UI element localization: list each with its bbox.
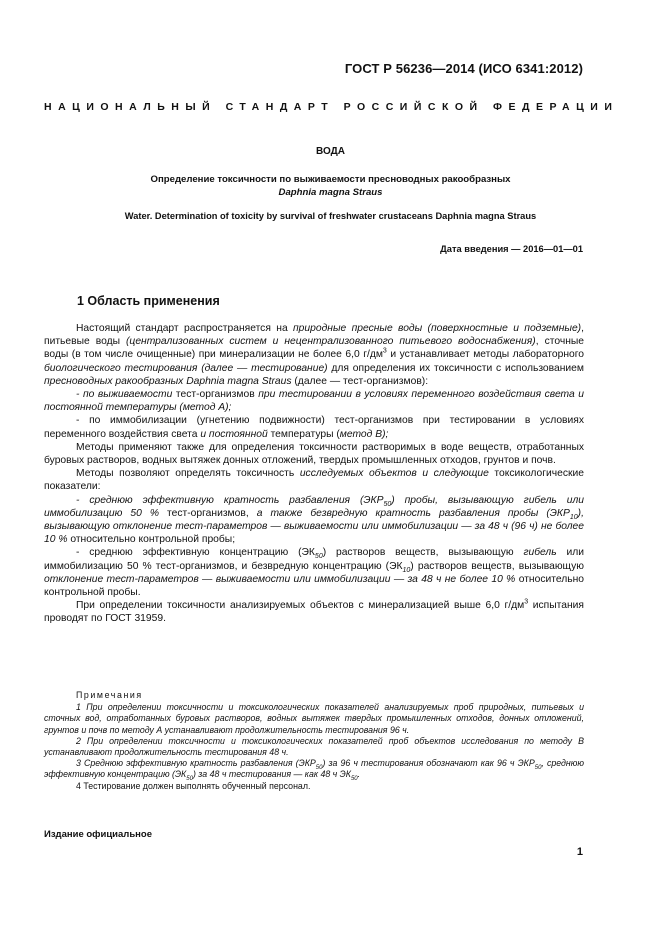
- list-item-ekr: - среднюю эффективную кратность разбавления $(ЭКР_{50})$ пробы, вызывающую гибель или иммобилизацию 50 % тест-организмов, а также безвредную кратность разбавления пробы $(ЭКР_{10})$, вызывающую отклонение тест-параметров — выживаемости или иммобилизации — за 48 ч (96 ч) не более 10 % относительно контрольной пробы;: [44, 494, 585, 546]
- russian-title: [0, 173, 661, 199]
- note-3: 3 Среднюю эффективную кратность разбавления $(ЭКР_{50})$ за 96 ч тестирования обозначают как 96 ч $ЭКР_{50}$, среднюю эффективную концентрацию $(ЭК_{50})$ за 48 ч тестирования — как 48 ч $ЭК_{50}$.: [44, 758, 584, 783]
- list-item-method-b: - по иммобилизации (угнетению подвижности) тест-организмов при тестировании в условиях переменного воздействия света и постоянной температуры (метод В);: [44, 415, 584, 440]
- paragraph-methods-applied: Методы применяют также для определения токсичности растворимых в воде веществ, отработанных буровых растворов, водных вытяжек донных отложений, твердых промышленных отходов, грунтов и почв.: [44, 441, 584, 467]
- paragraph-scope: Настоящий стандарт распространяется на природные пресные воды (поверхностные и подземные), питьевые воды (централизованных систем и нецентрализованного питьевого водоснабжения), сточные воды (в том числе очищенные) при минерализации не более 6,0 $г/дм^3$ и устанавливает методы лабораторного биологического тестирования (далее — тестирование) для определения их токсичности с использованием пресноводных ракообразных Daphnia magna Straus (далее — тест-организмов):: [44, 323, 585, 387]
- section-body: [44, 322, 584, 626]
- notes-block: [44, 690, 584, 792]
- national-standard-title: НАЦИОНАЛЬНЫЙ СТАНДАРТ РОССИЙСКОЙ ФЕДЕРАЦИИ: [44, 101, 619, 113]
- notes-heading: Примечания: [76, 690, 143, 700]
- note-4: 4 Тестирование должен выполнять обученный персонал.: [76, 780, 311, 791]
- english-title: Water. Determination of toxicity by survival of freshwater crustaceans Daphnia magna Straus: [124, 211, 537, 221]
- russian-title-line1: Определение токсичности по выживаемости пресноводных ракообразных: [150, 174, 511, 185]
- note-2: 2 При определении токсичности и токсикологических показателей проб объектов исследования по методу В устанавливают продолжительность тестирования 48 ч.: [44, 735, 584, 758]
- section-heading: 1 Область применения: [77, 294, 220, 308]
- page-number: 1: [576, 846, 583, 858]
- paragraph-mineralization: При определении токсичности анализируемых объектов с минерализацией выше 6,0 $г/дм^3$ испытания проводят по ГОСТ 31959.: [44, 598, 584, 625]
- official-edition-label: Издание официальное: [44, 829, 152, 840]
- list-item-ek: - среднюю эффективную концентрацию $(ЭК_{50})$ растворов веществ, вызывающую гибель или иммобилизацию 50 % тест-организмов, и безвредную концентрацию $(ЭК_{10})$ растворов веществ, вызывающую отклонение тест-параметров — выживаемости или иммобилизации — за 48 ч не более 10 % относительно контрольной пробы.: [44, 547, 585, 599]
- introduction-date: Дата введения — 2016—01—01: [440, 244, 583, 254]
- standard-number: ГОСТ Р 56236—2014 (ИСО 6341:2012): [344, 61, 583, 76]
- note-1: 1 При определении токсичности и токсикологических показателей анализируемых проб природных, питьевых и сточных вод, отработанных буровых растворов, водных вытяжек твердых промышленных отходов, донных отложений, грунтов и почв по методу А устанавливают продолжительность тестирования 96 ч.: [44, 702, 584, 735]
- russian-title-line2: Daphnia magna Straus: [278, 187, 383, 198]
- paragraph-methods-allow: Методы позволяют определять токсичность исследуемых объектов и следующие токсикологические показатели:: [44, 468, 584, 493]
- list-item-method-a: - по выживаемости тест-организмов при тестировании в условиях переменного воздействия света и постоянной температуры (метод А);: [44, 389, 584, 414]
- document-topic: ВОДА: [316, 146, 345, 157]
